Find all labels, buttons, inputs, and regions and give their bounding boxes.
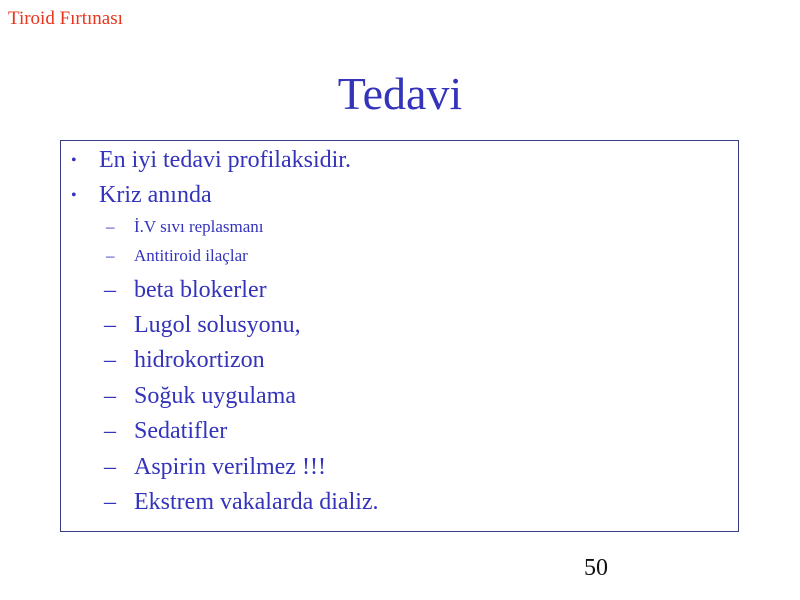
header-label: Tiroid Fırtınası — [8, 8, 123, 29]
slide-title: Tedavi — [337, 68, 463, 119]
sub-item — [106, 216, 264, 238]
sub-item — [106, 245, 248, 267]
sub-item-text: hidrokortizon — [134, 347, 265, 373]
bullet-text: Kriz anında — [99, 182, 212, 208]
dash-marker: – — [106, 246, 115, 265]
bullet-marker: • — [71, 152, 77, 169]
sub-item-text: beta blokerler — [134, 277, 267, 303]
page-number: 50 — [584, 555, 608, 581]
sub-item-text: Soğuk uygulama — [134, 383, 296, 409]
sub-item — [104, 453, 326, 481]
sub-item-text: İ.V sıvı replasmanı — [134, 217, 264, 236]
dash-marker: – — [106, 217, 115, 236]
sub-item — [104, 311, 301, 339]
bullet-marker: • — [71, 187, 77, 204]
sub-item — [104, 382, 296, 410]
dash-marker: – — [104, 383, 116, 409]
dash-marker: – — [104, 418, 116, 444]
sub-item — [104, 417, 228, 445]
sub-item-text: Sedatifler — [134, 418, 228, 444]
content-box — [60, 140, 739, 532]
sub-item — [104, 346, 265, 374]
bullet-item — [71, 146, 351, 174]
sub-item — [104, 488, 379, 516]
sub-item-text: Ekstrem vakalarda dializ. — [134, 489, 379, 515]
dash-marker: – — [104, 489, 116, 515]
dash-marker: – — [104, 347, 116, 373]
sub-item-text: Aspirin verilmez !!! — [134, 454, 326, 480]
sub-item — [104, 276, 267, 304]
sub-item-text: Antitiroid ilaçlar — [134, 246, 248, 265]
dash-marker: – — [104, 277, 116, 303]
dash-marker: – — [104, 312, 116, 338]
sub-item-text: Lugol solusyonu, — [134, 312, 301, 338]
bullet-item — [71, 181, 212, 209]
bullet-text: En iyi tedavi profilaksidir. — [99, 147, 351, 173]
dash-marker: – — [104, 454, 116, 480]
